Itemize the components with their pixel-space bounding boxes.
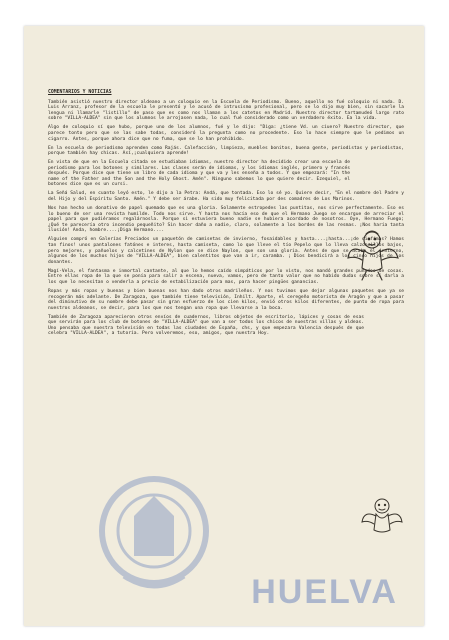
paragraph: También de Zaragoza aparecieron otros envíos de cuadernos, libros objetos de escritorio, lápices y cosas de esas que servirán para los club de botones de "VILLA-ALDEA" que van a ser todos los chicos de nuestras villas y aldeas. Uno pensaba que nuestra televisión en todas las ciudades de España, chs, y que empezara Valencia después de que celebra "VILLA-ALDEA", a tutoría. Pero volveremos, eso, amigos, que nuestra Hoy. [48, 314, 364, 337]
paragraph: Ropas y más ropas y buenas y bien buenas nos han dado otros madrileños. Y nos tuvimos que dejar algunas paquetes que ya se recogerán más adelante. De Zaragoza, que también tiene televisión, Inhilt. Aparte, el ceregeño motorista de Aragón y que a pasar del diminutivo de su nombre debe pasar sin gran esfuerzo de los cien kilos, envió otros kilos diferentes, de punto de ropa para nuestros aldeanos, se decir, para los que nos tengan una ropa que llevarse a la boca. [48, 288, 404, 311]
paragraph: Algo de coloquio sí que hubo, porque uno de los alumnos, fué y le dijo: "Diga: ¿tiene Vd. un cíuero? Nuestro director, que parece tonto pero que se las sabe todas, consideró la pregunta como no procedente. Eso lo hace siempre que le pedimos un cigarro. Antes, porque ahora dice que no fuma, que se lo han prohibido. [48, 125, 404, 142]
paragraph: En la escuela de periodismo aprenden como Rajás. Calefacción, limpieza, muebles bonitos, buena gente, periodistas y periodistas, porque también hay chicas. Así,¡cualquiera aprende! [48, 145, 404, 157]
paragraph: Nos han hecho un donativo de papel quemado que es una gloria. Solamente estropedes las puntitas, nos sirve perfectamente. Eso es lo bueno de ser una revista humilde. Todo nos sirve. Y hasta nos hacía eso de que el Hermano Juego se encargue de arreciar el papel para que pudiéramos regalárnosla. Porque si estuviera bueno nadie se hubiera acordado de nosotros. Oye, Hermano Fuego; ¿Qué te parecería otro incendio pequeñito? Sin hacer daño a nadie, claro, solamente a los bordes de las resmas. ¡Nos haría tanta ilusión! Anda, hombre....¡Diga Hermano.... [48, 206, 404, 234]
paragraph: La Señá Salud, en cuanto leyó esto, le dijo a la Petra: Andá, que tontada. Eso lo sé yo. Quiere decir, "En el nombre del Padre y del Hijo y del Espíritu Santo. Amén." Y debe ser árabe. Ha sido muy felicitada por des comadres de Los Marinos. [48, 191, 404, 203]
article-text [48, 90, 404, 340]
paragraph: Magí-Vela, el fantasma e inmortal cantante, al que lo hemos caído simpáticos por lo visto, nos mandó grandes puñados de cosas. Entre ellas ropa de la que se ponía para salir a escena, nueva, vamos, pero de tanto valor que no habido dudas sobre si darla a los que lo necesitan o venderla a precio de estabilización para mas, para hacer pingües ganancias. [48, 268, 404, 285]
cherub-sketch-icon [358, 492, 406, 544]
paragraph: Alguien compró en Galerías Preciados un paquetón de camisetas de invierno, fosaidables y hasta....¡hasta...¡de dinfámas? Hamos tan finos! unos pantalones fatónes e interes, hasta camiseta, como lo que lleve el tío Pepelo que lo lleva calzoncillos bajos, pero mejores, y pañuelos y calcetines de Nylon que se dice Naylon, que son una gloria. Antes de que se acabe el invierno, algunos de los muchos hijos de "VILLA-ALDEA", bien calentitos que van a ir, caramba. ¡ Dios bendicirá a los cinco hijos de los donantes. [48, 237, 404, 265]
document-page [24, 26, 424, 626]
paragraph: En vista de que en la Escuela citada se estudiaban idiomas, nuestro director ha decidido crear una escuela de periodismo para los botones y similares. Las clases serán de idiomas, y los idiomas inglés, primero y francés después. Porque dice que tiene un libro de cada idioma y que va y les enseña a todos. Y que empezará: "In the name of the Father and the Son and the Holy Ghost. Amén". Ninguno sabemos lo que quiere decir. Ezequiel, el botones dice que es un cursi. [48, 160, 350, 188]
section-heading: COMENTARIOS Y NOTICIAS [48, 90, 112, 95]
watermark-text: HUELVA [251, 573, 398, 611]
paragraph: También asistió nuestro director aldeano a un coloquio en la Escuela de Periodismo. Bueno, aquello no fué coloquio ni nada. D. Luis Arranz, profesor de la escuela le presentó y le acusó de intrusismo profesional, pero se lo dijo muy bien, sin sacarle la lengua ni llamarle "listillo" de paso que es como nos llaman a los catetos en Madrid. Nuestro director tartamudeó largo rato sobre "VILLA-ALDEA" sin que los alumnos le arrojasen nada, lo cual fué considerado como un verdadero éxito. Ea la vida. [48, 99, 404, 122]
